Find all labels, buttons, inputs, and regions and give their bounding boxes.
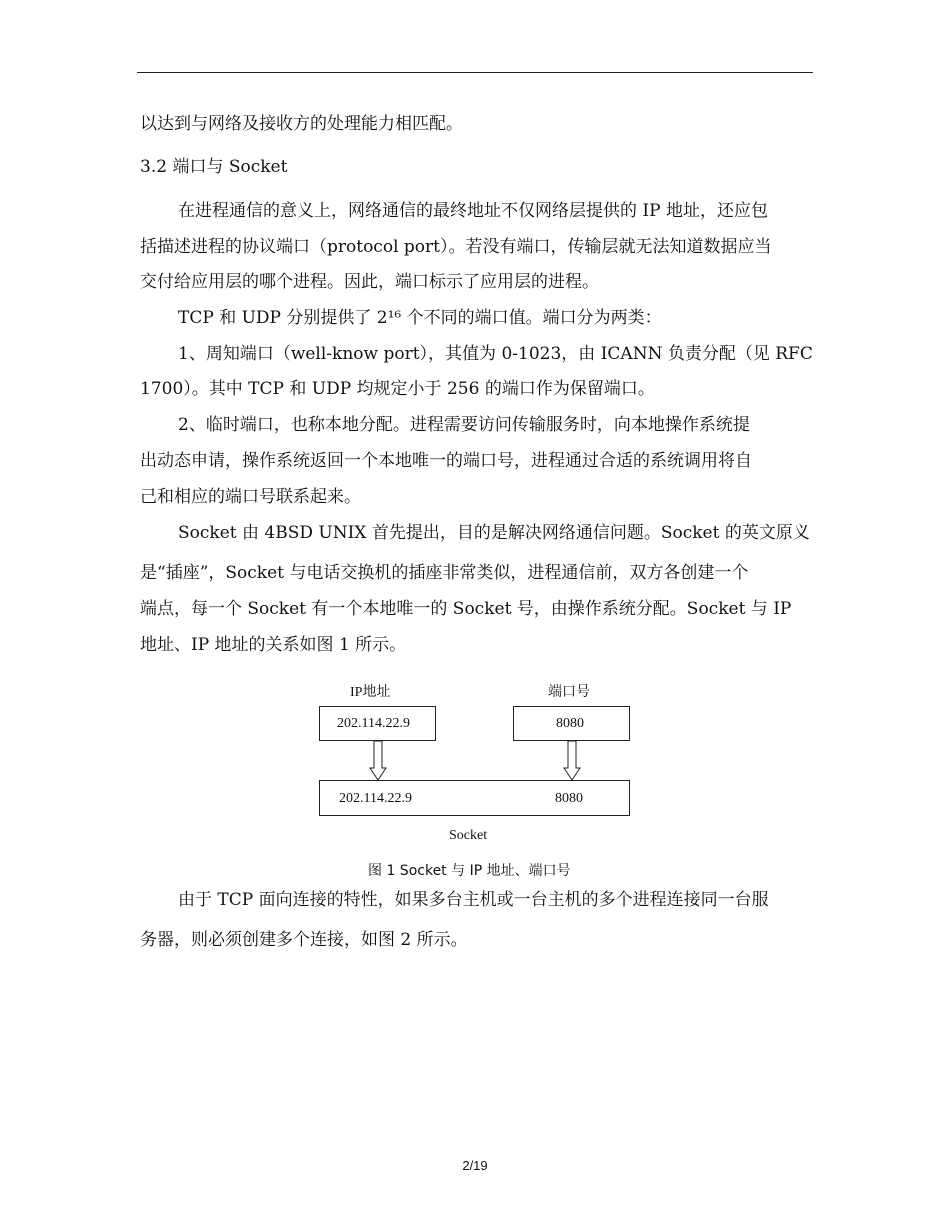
socket-ip-value: 202.114.22.9 <box>339 791 412 806</box>
paragraph-line: TCP 和 UDP 分别提供了 2¹⁶ 个不同的端口值。端口分为两类： <box>178 308 662 328</box>
paragraph-line: 地址、IP 地址的关系如图 1 所示。 <box>140 635 407 655</box>
paragraph-line: 交付给应用层的哪个进程。因此，端口标示了应用层的进程。 <box>140 272 599 292</box>
paragraph-line: 己和相应的端口号联系起来。 <box>140 487 361 507</box>
paragraph-line: 1700）。其中 TCP 和 UDP 均规定小于 256 的端口作为保留端口。 <box>140 379 655 399</box>
down-arrow-icon <box>564 741 580 780</box>
section-heading: 3.2 端口与 Socket <box>140 157 288 177</box>
paragraph-line: 括描述进程的协议端口（protocol port）。若没有端口，传输层就无法知道数据应当 <box>140 237 772 257</box>
port-value: 8080 <box>556 716 584 731</box>
socket-label: Socket <box>449 828 488 843</box>
socket-port-value: 8080 <box>555 791 583 806</box>
down-arrow-icon <box>370 741 386 780</box>
paragraph-line: 务器，则必须创建多个连接，如图 2 所示。 <box>140 930 468 950</box>
paragraph-line: Socket 由 4BSD UNIX 首先提出，目的是解决网络通信问题。Socket 的英文原义 <box>178 523 810 543</box>
paragraph-line: 由于 TCP 面向连接的特性，如果多台主机或一台主机的多个进程连接同一台服 <box>178 890 769 910</box>
port-label: 端口号 <box>548 685 590 700</box>
paragraph-line: 在进程通信的意义上，网络通信的最终地址不仅网络层提供的 IP 地址，还应包 <box>178 201 768 221</box>
paragraph-line: 出动态申请，操作系统返回一个本地唯一的端口号，进程通过合适的系统调用将自 <box>140 451 752 471</box>
paragraph-line: 是“插座”，Socket 与电话交换机的插座非常类似，进程通信前，双方各创建一个 <box>140 563 749 583</box>
paragraph-line: 以达到与网络及接收方的处理能力相匹配。 <box>140 114 463 134</box>
paragraph-line: 2、临时端口，也称本地分配。进程需要访问传输服务时，向本地操作系统提 <box>178 415 750 435</box>
paragraph-line: 端点，每一个 Socket 有一个本地唯一的 Socket 号，由操作系统分配。Socket 与 IP <box>140 599 792 619</box>
page-number: 2/19 <box>462 1158 488 1173</box>
figure-caption: 图 1 Socket 与 IP 地址、端口号 <box>368 863 571 879</box>
paragraph-line: 1、周知端口（well-know port），其值为 0-1023，由 ICANN 负责分配（见 RFC <box>178 344 813 364</box>
ip-address-value: 202.114.22.9 <box>337 716 410 731</box>
ip-address-label: IP地址 <box>350 685 391 700</box>
